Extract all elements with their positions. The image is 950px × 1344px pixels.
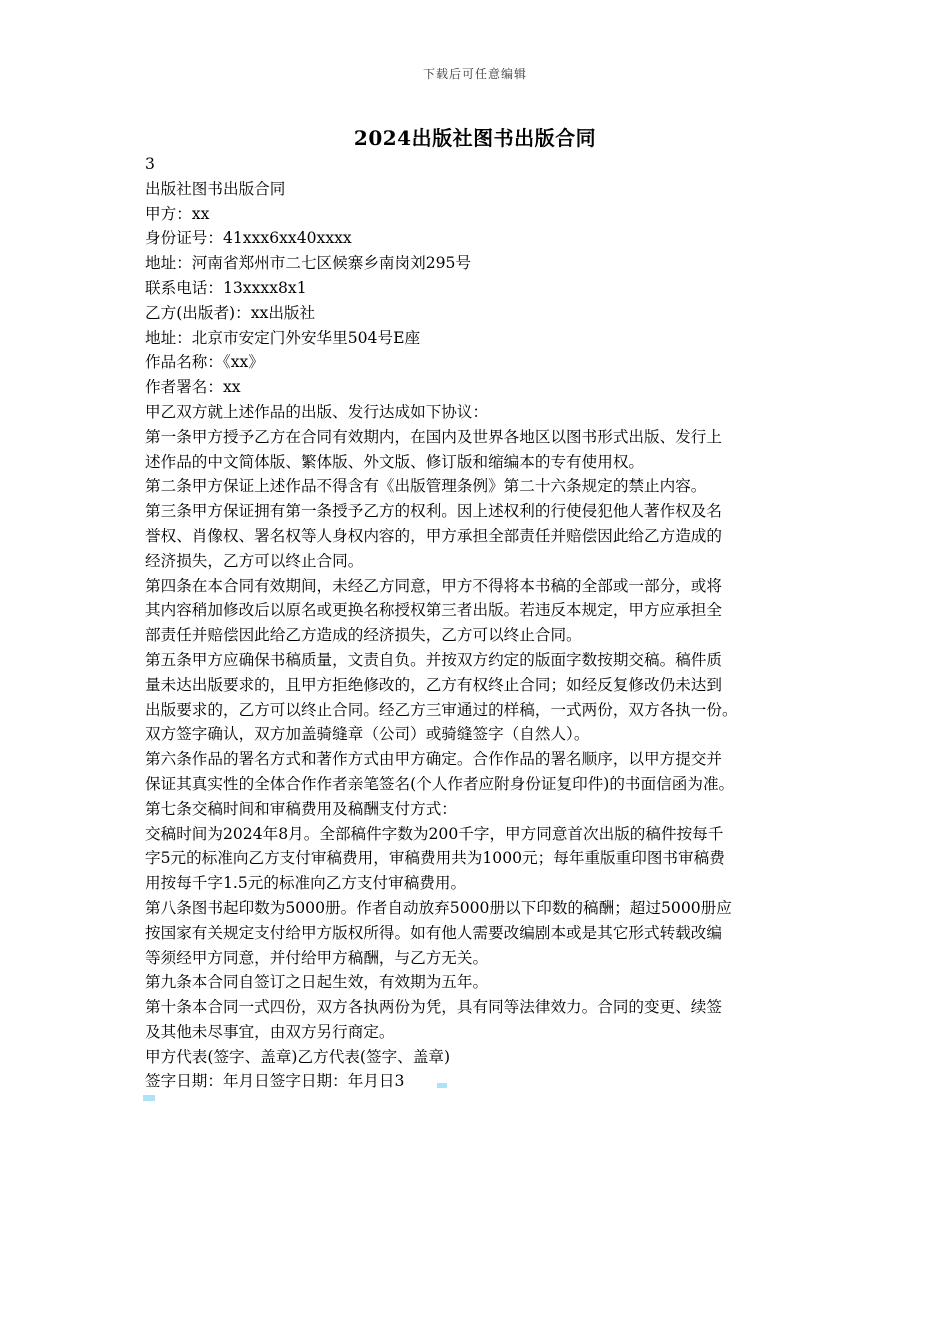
body-line: 出版要求的，乙方可以终止合同。经乙方三审通过的样稿，一式两份，双方各执一份。 <box>145 700 738 719</box>
body-line: 部责任并赔偿因此给乙方造成的经济损失，乙方可以终止合同。 <box>145 626 582 645</box>
body-line: 誉权、肖像权、署名权等人身权内容的，甲方承担全部责任并赔偿因此给乙方造成的 <box>145 526 722 545</box>
body-line: 地址：北京市安定门外安华里504号E座 <box>145 328 421 347</box>
body-line: 联系电话：13xxxx8x1 <box>145 278 307 297</box>
body-line: 甲方：xx <box>145 204 210 223</box>
body-line: 甲乙双方就上述作品的出版、发行达成如下协议： <box>145 402 489 421</box>
body-line: 第一条甲方授予乙方在合同有效期内，在国内及世界各地区以图书形式出版、发行上 <box>145 427 722 446</box>
body-line: 第六条作品的署名方式和著作方式由甲方确定。合作作品的署名顺序，以甲方提交并 <box>145 750 722 769</box>
highlight-mark <box>143 1095 155 1101</box>
body-line: 其内容稍加修改后以原名或更换名称授权第三者出版。若违反本规定，甲方应承担全 <box>145 601 722 620</box>
body-line: 第四条在本合同有效期间，未经乙方同意，甲方不得将本书稿的全部或一部分，或将 <box>145 576 722 595</box>
body-line: 作品名称：《xx》 <box>145 353 264 372</box>
body-line: 经济损失，乙方可以终止合同。 <box>145 551 364 570</box>
body-line: 用按每千字1.5元的标准向乙方支付审稿费用。 <box>145 874 467 893</box>
body-line: 地址：河南省郑州市二七区候寨乡南岗刘295号 <box>145 254 472 273</box>
highlight-mark <box>437 1083 447 1088</box>
body-line: 第九条本合同自签订之日起生效，有效期为五年。 <box>145 973 489 992</box>
body-line: 字5元的标准向乙方支付审稿费用，审稿费用共为1000元；每年重版重印图书审稿费 <box>145 849 725 868</box>
body-line: 出版社图书出版合同 <box>145 179 286 198</box>
document-title: 2024出版社图书出版合同 <box>353 126 597 150</box>
body-line: 述作品的中文简体版、繁体版、外文版、修订版和缩编本的专有使用权。 <box>145 452 645 471</box>
body-line: 按国家有关规定支付给甲方版权所得。如有他人需要改编剧本或是其它形式转载改编 <box>145 923 722 942</box>
body-line: 甲方代表(签字、盖章)乙方代表(签字、盖章) <box>145 1047 451 1066</box>
body-line: 及其他未尽事宜，由双方另行商定。 <box>145 1022 395 1041</box>
body-line: 第五条甲方应确保书稿质量，文责自负。并按双方约定的版面字数按期交稿。稿件质 <box>145 650 722 669</box>
body-line: 身份证号：41xxx6xx40xxxx <box>145 229 352 248</box>
body-line: 保证其真实性的全体合作作者亲笔签名(个人作者应附身份证复印件)的书面信函为准。 <box>145 774 735 793</box>
body-line: 作者署名：xx <box>145 378 241 397</box>
body-line: 量未达出版要求的，且甲方拒绝修改的，乙方有权终止合同；如经反复修改仍未达到 <box>145 675 722 694</box>
page-header-note: 下载后可任意编辑 <box>422 67 527 81</box>
body-line: 乙方(出版者)：xx出版社 <box>145 303 316 322</box>
body-line: 3 <box>145 155 155 173</box>
body-line: 等须经甲方同意，并付给甲方稿酬，与乙方无关。 <box>145 948 489 967</box>
body-line: 双方签字确认，双方加盖骑缝章（公司）或骑缝签字（自然人）。 <box>145 725 590 744</box>
body-line: 交稿时间为2024年8月。全部稿件字数为200千字，甲方同意首次出版的稿件按每千 <box>145 824 724 843</box>
document-body <box>145 152 807 1094</box>
body-line: 第三条甲方保证拥有第一条授予乙方的权利。因上述权利的行使侵犯他人著作权及名 <box>145 502 722 521</box>
body-line: 第八条图书起印数为5000册。作者自动放弃5000册以下印数的稿酬；超过5000册应 <box>145 898 732 917</box>
body-line: 签字日期：年月日签字日期：年月日3 <box>145 1072 405 1091</box>
body-line: 第七条交稿时间和审稿费用及稿酬支付方式： <box>145 799 457 818</box>
body-line: 第十条本合同一式四份，双方各执两份为凭，具有同等法律效力。合同的变更、续签 <box>145 998 722 1017</box>
body-line: 第二条甲方保证上述作品不得含有《出版管理条例》第二十六条规定的禁止内容。 <box>145 477 707 496</box>
